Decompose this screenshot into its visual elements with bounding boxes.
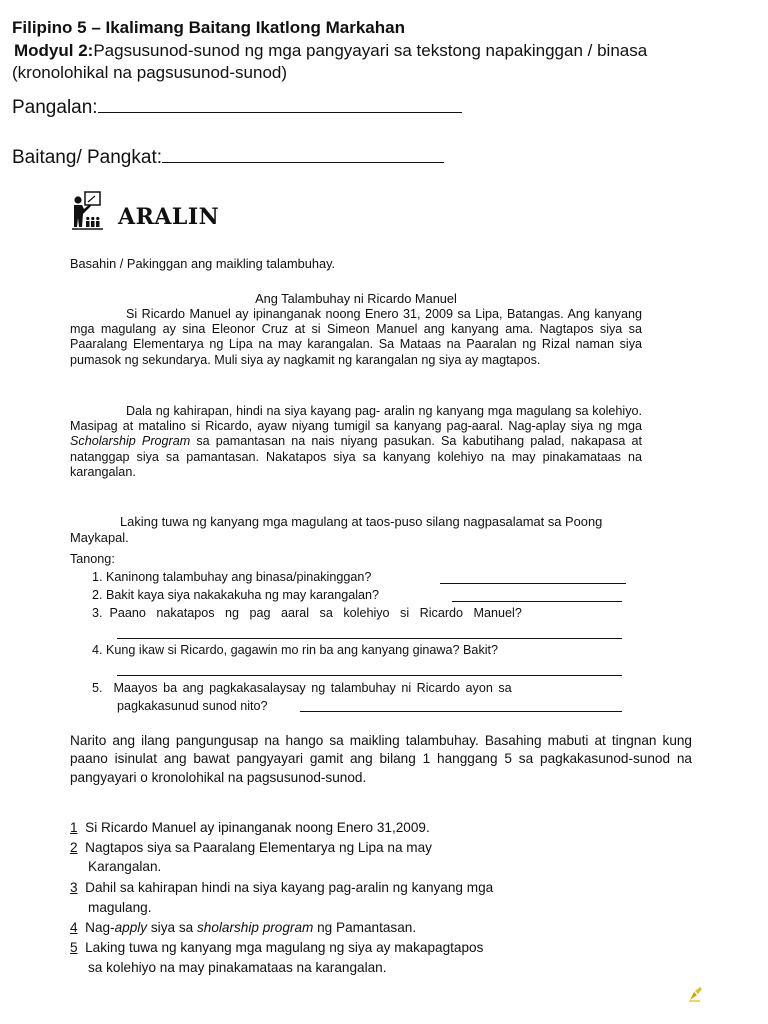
sequencing-instructions: Narito ang ilang pangungusap na hango sa maikling talambuhay. Basahing mabuti at tingnan kung paano isinulat ang bawat pangyayari gamit ang bilang 1 hanggang 5 sa pagkakasunod-sunod na pangyayari o kronolohikal na pagsusunod-sunod. [70, 733, 692, 785]
sequence-item-1: 1 Si Ricardo Manuel ay ipinanganak noong Enero 31,2009. [70, 820, 430, 835]
reading-instruction: Basahin / Pakinggan ang maikling talambuhay. [70, 256, 336, 271]
questions-label: Tanong: [70, 552, 115, 566]
answer-blank-4[interactable] [117, 664, 622, 676]
teacher-board-icon [70, 190, 106, 232]
name-field[interactable] [12, 96, 462, 120]
sequence-item-2-continuation: Karangalan. [88, 859, 162, 874]
story-paragraph-1: Si Ricardo Manuel ay ipinanganak noong Enero 31, 2009 sa Lipa, Batangas. Ang kanyang mga magulang ay sina Eleonor Cruz at si Simeon Manuel ang kanyang ama. Nagtapos siya sa Paaralang Elementarya ng Lipa na may karangalan. Sa Mataas na Paaralan ng Rizal naman siya pumasok ng sekundarya. Muli siya ay nagkamit ng karangalan ng siya ay magtapos. [70, 307, 642, 367]
story-paragraph-2: Dala ng kahirapan, hindi na siya kayang pag- aralin ng kanyang mga magulang sa kolehiyo. Masipag at matalino si Ricardo, ayaw niyang tumigil sa kanyang pag-aaral. Nag-aplay siya ng mga Scholarship Program sa pamantasan na nais niyang pasukan. Sa kabutihang palad, nakapasa at natanggap siya sa pamantasan. Nakatapos siya sa kanyang kolehiyo na may pinakamataas na karangalan. [70, 404, 642, 479]
module-line: Modyul 2:Pagsusunod-sunod ng mga pangyayari sa tekstong napakinggan / binasa [14, 41, 648, 60]
grade-section-blank-line[interactable] [162, 162, 444, 163]
story-paragraph-3: Laking tuwa ng kanyang mga magulang at taos-puso silang nagpasalamat sa Poong Maykapal. [70, 514, 603, 545]
answer-blank-3[interactable] [117, 627, 622, 639]
question-5: 5. Maayos ba ang pagkakasalaysay ng talambuhay ni Ricardo ayon sa [92, 681, 512, 695]
name-blank-line[interactable] [98, 112, 462, 113]
question-3: 3. Paano nakatapos ng pag aaral sa kolehiyo si Ricardo Manuel? [92, 606, 522, 620]
worksheet-title: Filipino 5 – Ikalimang Baitang Ikatlong Markahan [12, 18, 405, 37]
grade-section-field[interactable] [12, 146, 444, 170]
question-4: 4. Kung ikaw si Ricardo, gagawin mo rin ba ang kanyang ginawa? Bakit? [92, 643, 499, 657]
answer-blank-2[interactable] [452, 590, 622, 602]
story-title: Ang Talambuhay ni Ricardo Manuel [255, 291, 457, 306]
answer-blank-5[interactable] [300, 700, 622, 712]
sequence-item-3: 3 Dahil sa kahirapan hindi na siya kayang pag-aralin ng kanyang mga [70, 880, 494, 895]
sequence-item-5-continuation: sa kolehiyo na may pinakamataas na karangalan. [88, 960, 387, 975]
aralin-heading: ARALIN [118, 204, 220, 230]
sequence-item-4: 4 Nag-apply siya sa sholarship program ng Pamantasan. [70, 920, 417, 935]
question-5-continuation: pagkakasunud sunod nito? [117, 699, 268, 713]
sequence-item-2: 2 Nagtapos siya sa Paaralang Elementarya ng Lipa na may [70, 840, 432, 855]
sequence-item-5: 5 Laking tuwa ng kanyang mga magulang ng siya ay makapagtapos [70, 940, 484, 955]
question-1: 1. Kaninong talambuhay ang binasa/pinakinggan? [92, 570, 372, 584]
sequence-item-3-continuation: magulang. [88, 900, 152, 915]
answer-blank-1[interactable] [440, 572, 626, 584]
question-2: 2. Bakit kaya siya nakakakuha ng may karangalan? [92, 588, 380, 602]
name-label: Pangalan: [12, 97, 98, 118]
grade-section-label: Baitang/ Pangkat: [12, 147, 162, 168]
pencil-icon [688, 986, 704, 1002]
module-subtitle: (kronolohikal na pagsusunod-sunod) [12, 63, 288, 82]
